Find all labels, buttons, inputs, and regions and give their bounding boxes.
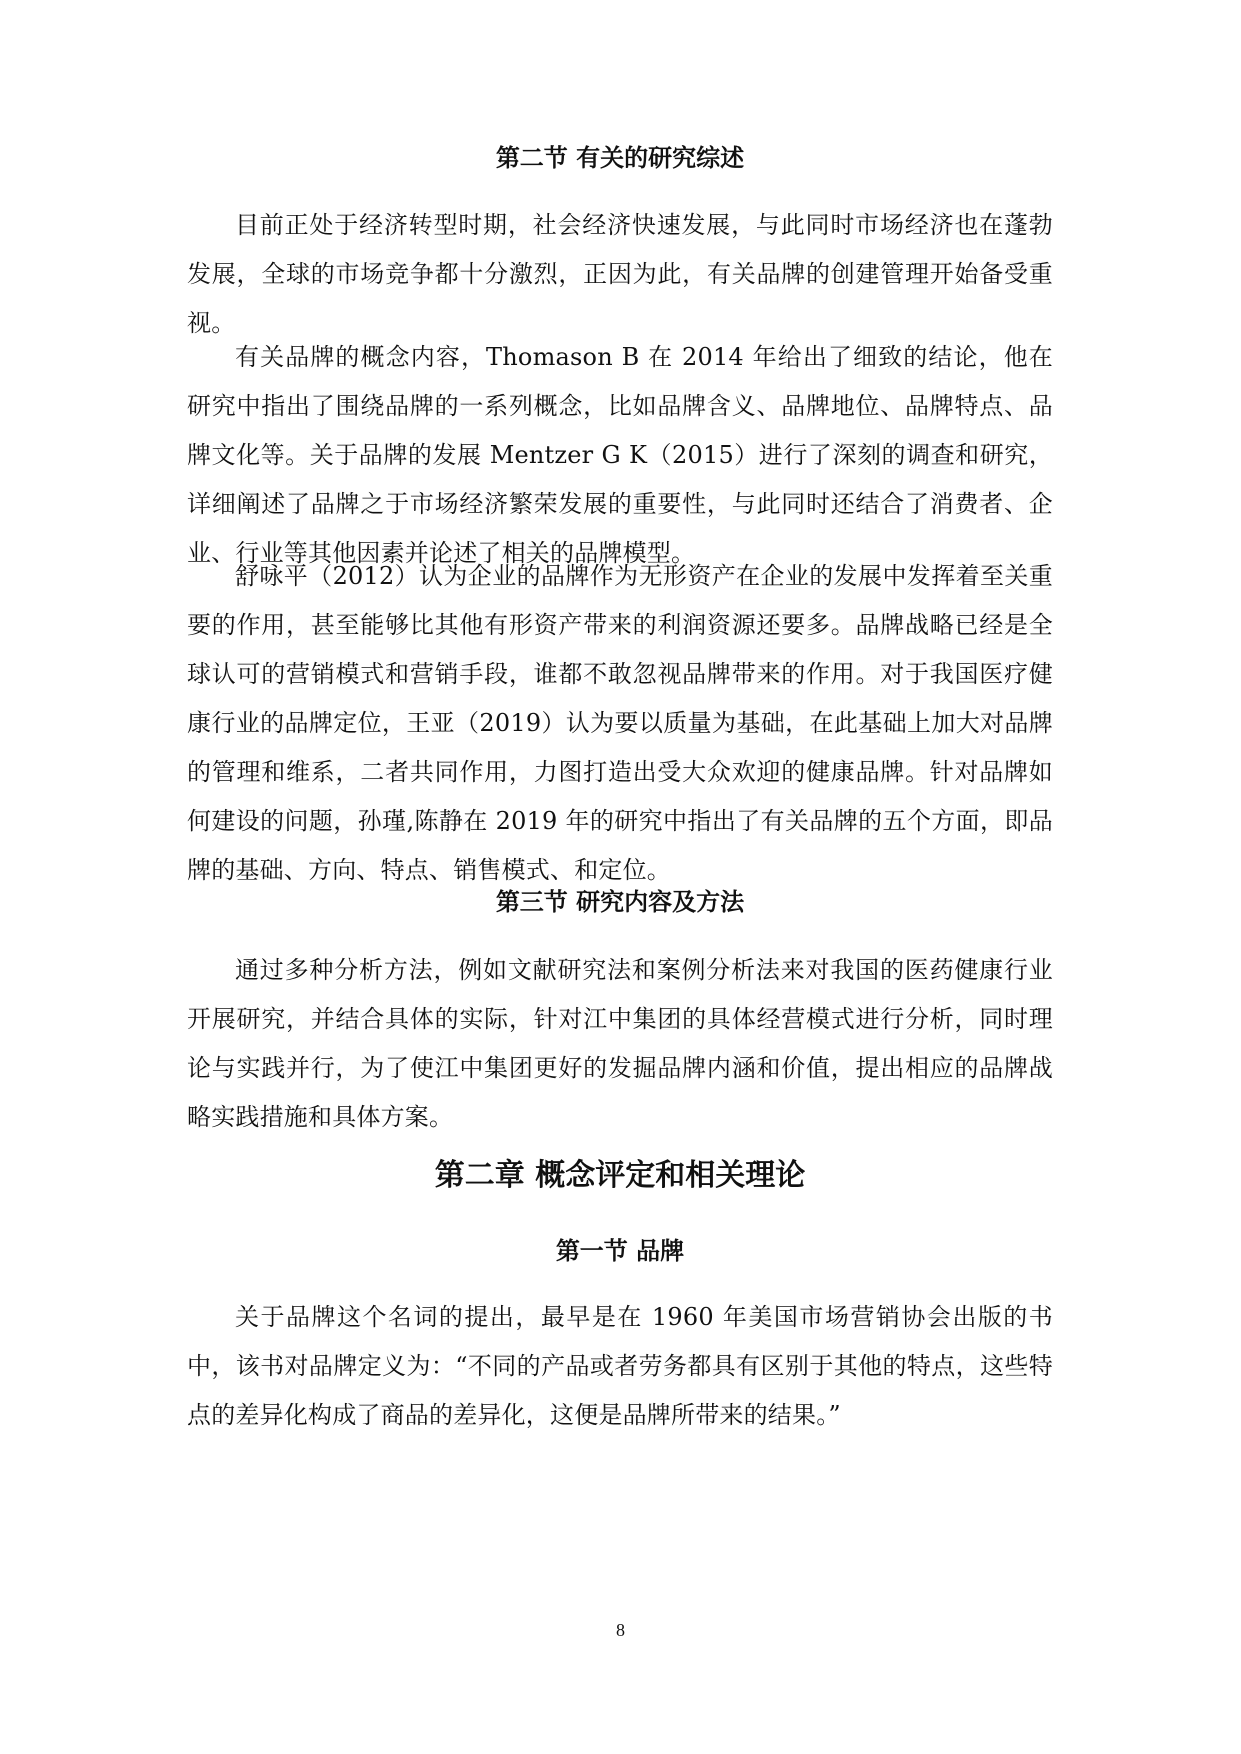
page-number: 8 bbox=[616, 1620, 625, 1640]
paragraph-research-methods: 通过多种分析方法，例如文献研究法和案例分析法来对我国的医药健康行业开展研究，并结合具体的实际，针对江中集团的具体经营模式进行分析，同时理论与实践并行，为了使江中集团更好的发掘品牌内涵和价值，提出相应的品牌战略实践措施和具体方案。 bbox=[187, 956, 1053, 1131]
paragraph-brand-concepts: 有关品牌的概念内容，Thomason B 在 2014 年给出了细致的结论，他在研究中指出了围绕品牌的一系列概念，比如品牌含义、品牌地位、品牌特点、品牌文化等。关于品牌的发展 Mentzer G K（2015）进行了深刻的调查和研究，详细阐述了品牌之于市场经济繁荣发展的重要性，与此同时还结合了消费者、企业、行业等其他因素并论述了相关的品牌模型。 bbox=[187, 343, 1053, 567]
chapter-title: 第二章 概念评定和相关理论 bbox=[434, 1158, 806, 1193]
section-title-brand: 第一节 品牌 bbox=[555, 1237, 685, 1265]
section-title-research-review: 第二节 有关的研究综述 bbox=[495, 144, 745, 172]
paragraph-brand-strategy: 舒咏平（2012）认为企业的品牌作为无形资产在企业的发展中发挥着至关重要的作用，甚至能够比其他有形资产带来的利润资源还要多。品牌战略已经是全球认可的营销模式和营销手段，谁都不敢忽视品牌带来的作用。对于我国医疗健康行业的品牌定位，王亚（2019）认为要以质量为基础，在此基础上加大对品牌的管理和维系，二者共同作用，力图打造出受大众欢迎的健康品牌。针对品牌如何建设的问题，孙瑾,陈静在 2019 年的研究中指出了有关品牌的五个方面，即品牌的基础、方向、特点、销售模式、和定位。 bbox=[187, 562, 1053, 884]
paragraph-economic-context: 目前正处于经济转型时期，社会经济快速发展，与此同时市场经济也在蓬勃发展，全球的市场竞争都十分激烈，正因为此，有关品牌的创建管理开始备受重视。 bbox=[187, 211, 1053, 337]
paragraph-brand-definition: 关于品牌这个名词的提出，最早是在 1960 年美国市场营销协会出版的书中，该书对品牌定义为：“不同的产品或者劳务都具有区别于其他的特点，这些特点的差异化构成了商品的差异化，这便是品牌所带来的结果。” bbox=[187, 1303, 1053, 1429]
section-title-content-method: 第三节 研究内容及方法 bbox=[495, 888, 745, 916]
